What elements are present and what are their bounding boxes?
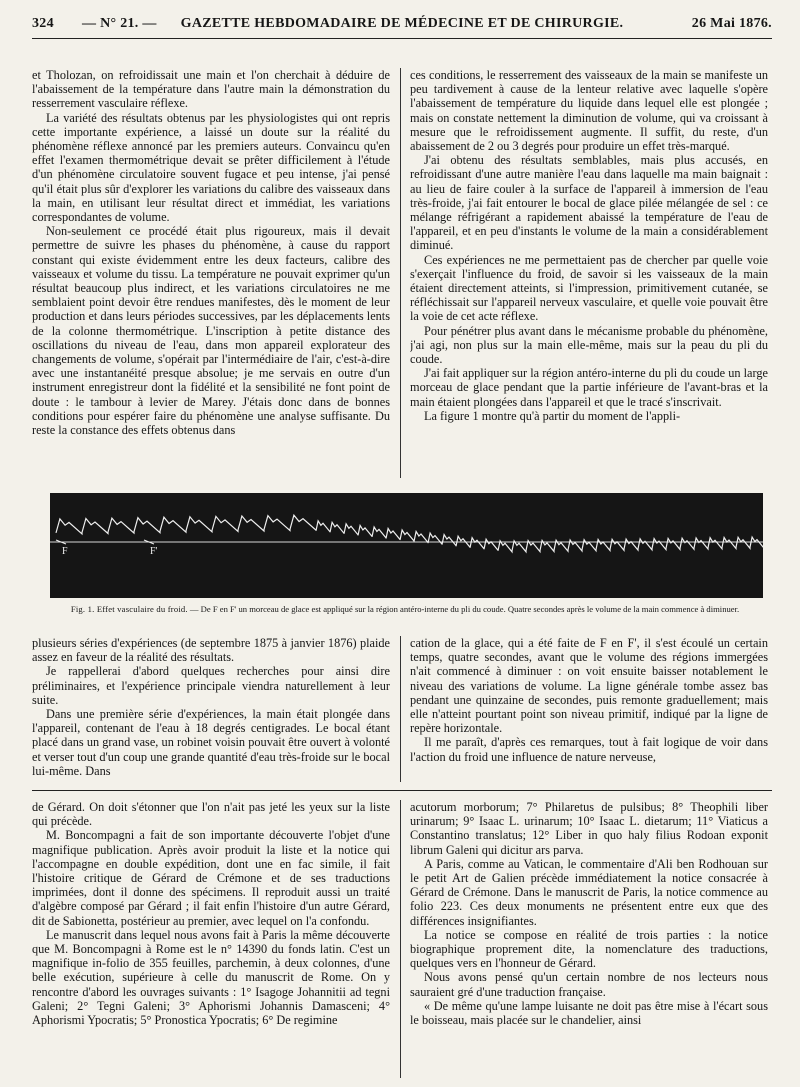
column-mid-left	[32, 636, 390, 783]
marker-f-prime: F'	[150, 546, 158, 557]
paragraph: et Tholozan, on refroidissait une main et l'on cherchait à déduire de l'abaissement de la température dans l'autre main la démonstration du resserrement vasculaire réflexe.	[32, 68, 390, 111]
caption-text: — De F en F' un morceau de glace est appliqué sur la région antéro-interne du pli du coude. Quatre secondes après le volume de la main commence à diminuer.	[189, 604, 740, 614]
paragraph: Non-seulement ce procédé était plus rigoureux, mais il devait permettre de suivre les phases du phénomène, à cause du rapport constant qui existe évidemment entre les deux facteurs, calibre des vaisseaux et volume du tissu. La température ne pouvait exprimer qu'un résultat beaucoup plus indirect, et les variations circulatoires ne me semblaient point devoir être rendues manifestes, dès le moment de leur production et dans leurs périodes successives, par les déplacements lents de la colonne thermométrique. L'inscription à petite distance des oscillations du niveau de l'eau, dans mon appareil explorateur des changements de volume, s'opérait par l'intermédiaire de l'air, c'est-à-dire avec une instantanéité presque absolue; je me servais en outre d'un instrument enregistreur dont la fidélité et la sensibilité ne font point de doute : le tambour à levier de Marey. J'étais donc dans de bonnes conditions pour espérer faire du phénomène une analyse suffisante. Du reste la constance des effets obtenus dans	[32, 224, 390, 438]
paragraph: Il me paraît, d'après ces remarques, tout à fait logique de voir dans l'action du froid une influence de nature nerveuse,	[410, 735, 768, 764]
caption-label: Fig. 1. Effet vasculaire du froid.	[70, 604, 188, 614]
paragraph: Pour pénétrer plus avant dans le mécanisme probable du phénomène, j'ai agi, non plus sur la main elle-même, mais sur la peau du pli du coude.	[410, 323, 768, 367]
paragraph: La variété des résultats obtenus par les physiologistes qui ont repris cette importante expérience, a laissé un doute sur la réalité du phénomène réflexe annoncé par les premiers auteurs. Convaincu qu'en effet l'examen thermométrique devait se prêter difficilement à l'étude d'un phénomène circulatoire souvent fugace et peu intense, j'ai pensé qu'il était plus sûr d'explorer les variations du calibre des vaisseaux dans la main, en utilisant leur résultat direct et immédiat, les variations correspondantes de volume.	[32, 110, 390, 225]
paragraph: Le manuscrit dans lequel nous avons fait à Paris la même découverte que M. Boncompagni à Rome est le n° 14390 du fonds latin. C'est un magnifique in-folio de 355 feuilles, parchemin, à deux colonnes, d'une belle exécution, supérieure à celle du manuscrit de Rome. On y rencontre d'abord les ouvrages suivants : 1° Isagoge Johannitii ad tegni Galeni; 2° Tegni Galeni; 3° Aphorismi Johannis Damasceni; 4° Aphorismi Ypocratis; 5° Pronostica Ypocratis; 6° De regimine	[32, 927, 390, 1028]
issue-date: 26 Mai 1876.	[691, 16, 772, 31]
column-top-right	[410, 68, 768, 480]
volume-trace	[56, 515, 763, 552]
page-number: 324	[32, 16, 54, 31]
paragraph: J'ai obtenu des résultats semblables, mais plus accusés, en refroidissant d'une autre manière l'eau dans laquelle ma main baignait : au lieu de faire couler à la surface de l'appareil à immersion de l'eau très-froide, j'ai fait entourer le bocal de glace pilée mélangée de sel : ce mélange réfrigérant a rapidement abaissé la température de l'eau de l'appareil, et en peu d'instants le volume de la main a considérablement diminué.	[410, 153, 768, 253]
paragraph: de Gérard. On doit s'étonner que l'on n'ait pas jeté les yeux sur la liste qui précède.	[32, 800, 390, 829]
page-header	[32, 12, 772, 39]
paragraph: La figure 1 montre qu'à partir du moment de l'appli-	[424, 408, 681, 423]
paragraph: plusieurs séries d'expériences (de septembre 1875 à janvier 1876) plaide assez en faveur de la réalité des résultats.	[32, 636, 390, 665]
paragraph: M. Boncompagni a fait de son importante découverte l'objet d'une magnifique publication. Après avoir produit la liste et la notice qui l'accompagne en double expédition, dont une en fac simile, il fait l'histoire critique de Gérard de Crémone et de ses traductions imprimées, dont il donne des spécimens. Il reproduit aussi un traité d'algèbre composé par Gérard ; il fait enfin l'histoire d'un autre Gérard, dit de Sabionetta, postérieur au premier, avec lequel on l'a confondu.	[32, 828, 390, 928]
kymograph-trace	[50, 493, 763, 598]
paragraph: cation de la glace, qui a été faite de F en F', il s'est écoulé un certain temps, quatre secondes, avant que le volume des régions immergées n'ait commencé à diminuer : on voit ensuite baisser notablement le niveau des variations de volume. La ligne générale tombe assez bas pendant une quinzaine de secondes, puis remonte graduellement; mais elle n'atteint pourtant point son niveau primitif, indiqué par la ligne de repère horizontale.	[410, 636, 768, 736]
figure-1-tracing	[50, 493, 763, 598]
issue-number: — N° 21. —	[82, 16, 157, 31]
paragraph: « De même qu'une lampe luisante ne doit pas être mise à l'écart sous le boisseau, mais placée sur le chandelier, ainsi	[410, 998, 768, 1028]
column-bottom-left	[32, 800, 390, 1080]
figure-caption	[40, 604, 770, 614]
marker-f: F	[62, 546, 68, 557]
paragraph: Dans une première série d'expériences, la main était plongée dans l'appareil, contenant de l'eau à 18 degrés centigrades. Le bocal étant placé dans un grand vase, un robinet voisin pouvait être ouvert à volonté et verser tout d'un coup une grande quantité d'eau très-froide sur le bocal lui-même. Dans	[32, 707, 390, 778]
column-divider	[400, 800, 401, 1078]
paragraph: J'ai fait appliquer sur la région antéro-interne du pli du coude un large morceau de glace pendant que la partie inférieure de l'avant-bras et la main étaient plongées dans l'appareil et que le tracé s'inscrivait.	[410, 366, 768, 409]
paragraph: Je rappellerai d'abord quelques recherches pour ainsi dire préliminaires, et l'expérience principale viendra naturellement à leur suite.	[32, 664, 390, 707]
column-bottom-right	[410, 800, 768, 1080]
column-mid-right	[410, 636, 768, 783]
paragraph: La notice se compose en réalité de trois parties : la notice biographique proprement dite, la nomenclature des traductions, quelques vers en l'honneur de Gérard.	[410, 927, 768, 971]
column-top-left	[32, 68, 390, 480]
paragraph: ces conditions, le resserrement des vaisseaux de la main se manifeste un peu tardivement à cause de la lenteur relative avec laquelle s'opère l'abaissement de température du liquide dans lequel elle est plongée ; mais on constate nettement la diminution de volume, qui va croissant à mesure que le refroidissement augmente. Il suffit, du reste, d'un abaissement de 2 ou 3 degrés pour produire un effet très-marqué.	[410, 68, 768, 154]
column-divider	[400, 636, 401, 782]
paragraph: A Paris, comme au Vatican, le commentaire d'Ali ben Rodhouan sur le petit Art de Galien précède immédiatement la notice consacrée à Gérard de Crémone. Dans le manuscrit de Paris, la notice commence au folio 223. Ces deux monuments ne présentent entre eux que des différences insignifiantes.	[410, 856, 768, 928]
paragraph: Ces expériences ne me permettaient pas de chercher par quelle voie s'exerçait l'influence du froid, de savoir si les vaisseaux de la main étaient directement atteints, si l'impression, primitivement cutanée, se réfléchissait sur l'appareil nerveux vasculaire, et quelle voie pouvait être la voie de cet acte réflexe.	[410, 252, 768, 324]
column-divider	[400, 68, 401, 478]
paragraph: acutorum morborum; 7° Philaretus de pulsibus; 8° Theophili liber urinarum; 9° Isaac L. urinarum; 10° Isaac L. dietarum; 11° Viaticus a Constantino translatus; 12° Liber in quo haly filius Rodoan exponit librum Galeni qui dicitur ars parva.	[410, 800, 768, 857]
paragraph: Nous avons pensé qu'un certain nombre de nos lecteurs nous sauraient gré d'une traduction française.	[410, 970, 768, 999]
section-divider	[32, 790, 772, 791]
journal-title: GAZETTE HEBDOMADAIRE DE MÉDECINE ET DE CHIRURGIE.	[180, 16, 624, 31]
